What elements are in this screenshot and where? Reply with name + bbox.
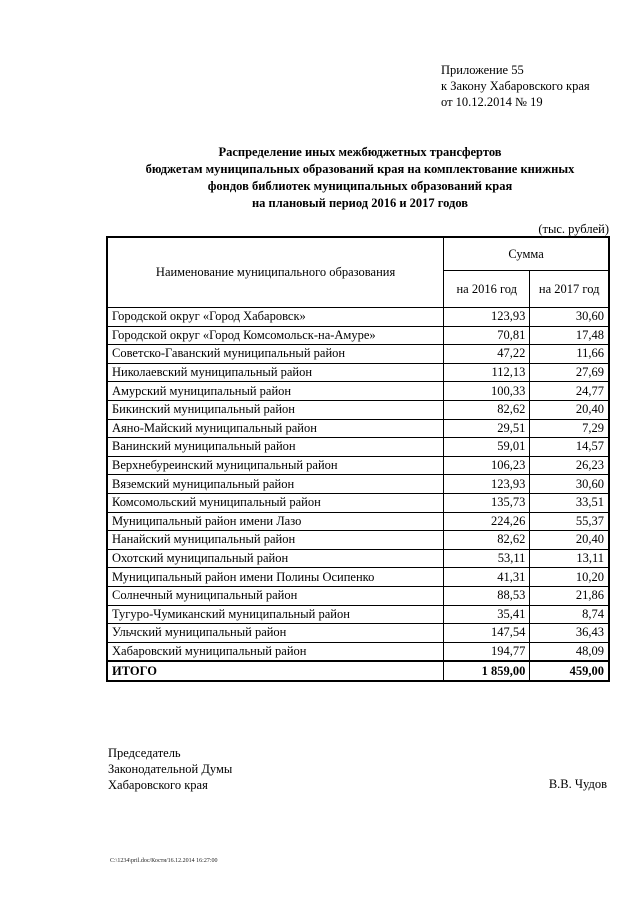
row-name: Вяземский муниципальный район bbox=[107, 475, 444, 494]
row-name: Ванинский муниципальный район bbox=[107, 438, 444, 457]
table-row bbox=[107, 475, 609, 494]
table-row bbox=[107, 438, 609, 457]
row-value-2016: 82,62 bbox=[444, 531, 530, 550]
header-sum: Сумма bbox=[444, 237, 609, 271]
table-row bbox=[107, 456, 609, 475]
title-line-3: фондов библиотек муниципальных образований края bbox=[207, 179, 513, 193]
table-row bbox=[107, 568, 609, 587]
appendix-number: Приложение 55 bbox=[441, 63, 524, 77]
row-value-2017: 11,66 bbox=[530, 345, 609, 364]
header-2016: на 2016 год bbox=[444, 271, 530, 308]
row-value-2017: 33,51 bbox=[530, 493, 609, 512]
row-value-2016: 112,13 bbox=[444, 363, 530, 382]
row-name: Амурский муниципальный район bbox=[107, 382, 444, 401]
row-value-2017: 26,23 bbox=[530, 456, 609, 475]
row-value-2016: 147,54 bbox=[444, 624, 530, 643]
table-row bbox=[107, 512, 609, 531]
table-row bbox=[107, 326, 609, 345]
row-value-2016: 82,62 bbox=[444, 400, 530, 419]
row-name: ИТОГО bbox=[107, 661, 444, 681]
row-value-2017: 17,48 bbox=[530, 326, 609, 345]
table-row bbox=[107, 624, 609, 643]
header-name: Наименование муниципального образования bbox=[107, 237, 444, 308]
row-name: Охотский муниципальный район bbox=[107, 549, 444, 568]
row-value-2016: 88,53 bbox=[444, 586, 530, 605]
row-name: Николаевский муниципальный район bbox=[107, 363, 444, 382]
row-name: Ульчский муниципальный район bbox=[107, 624, 444, 643]
row-name: Нанайский муниципальный район bbox=[107, 531, 444, 550]
signature-block bbox=[108, 745, 232, 793]
table-row bbox=[107, 586, 609, 605]
row-name: Хабаровский муниципальный район bbox=[107, 642, 444, 661]
row-value-2016: 41,31 bbox=[444, 568, 530, 587]
row-name: Верхнебуреинский муниципальный район bbox=[107, 456, 444, 475]
row-value-2016: 106,23 bbox=[444, 456, 530, 475]
row-value-2016: 47,22 bbox=[444, 345, 530, 364]
table-row bbox=[107, 382, 609, 401]
row-value-2017: 14,57 bbox=[530, 438, 609, 457]
row-name: Солнечный муниципальный район bbox=[107, 586, 444, 605]
table-row bbox=[107, 605, 609, 624]
row-value-2016: 53,11 bbox=[444, 549, 530, 568]
table-row bbox=[107, 642, 609, 661]
row-value-2017: 30,60 bbox=[530, 308, 609, 327]
title-line-4: на плановый период 2016 и 2017 годов bbox=[251, 196, 469, 210]
row-value-2017: 24,77 bbox=[530, 382, 609, 401]
row-name: Бикинский муниципальный район bbox=[107, 400, 444, 419]
table-row bbox=[107, 493, 609, 512]
row-value-2016: 100,33 bbox=[444, 382, 530, 401]
row-name: Муниципальный район имени Лазо bbox=[107, 512, 444, 531]
appendix-header bbox=[441, 62, 590, 110]
table-row bbox=[107, 419, 609, 438]
table-row bbox=[107, 549, 609, 568]
row-value-2016: 70,81 bbox=[444, 326, 530, 345]
row-name: Городской округ «Город Хабаровск» bbox=[107, 308, 444, 327]
row-value-2016: 1 859,00 bbox=[444, 661, 530, 681]
appendix-date: от 10.12.2014 № 19 bbox=[441, 95, 543, 109]
row-name: Городской округ «Город Комсомольск-на-Амуре» bbox=[107, 326, 444, 345]
file-path-footer: C:\1234\pril.doc/Костя/16.12.2014 16:27:00 bbox=[110, 858, 218, 864]
signature-position-3: Хабаровского края bbox=[108, 778, 208, 792]
row-value-2017: 27,69 bbox=[530, 363, 609, 382]
row-name: Советско-Гаванский муниципальный район bbox=[107, 345, 444, 364]
table-row bbox=[107, 531, 609, 550]
row-value-2017: 13,11 bbox=[530, 549, 609, 568]
row-value-2016: 29,51 bbox=[444, 419, 530, 438]
table-row bbox=[107, 363, 609, 382]
document-title bbox=[100, 144, 620, 212]
appendix-law: к Закону Хабаровского края bbox=[441, 79, 590, 93]
header-2017: на 2017 год bbox=[530, 271, 609, 308]
row-value-2017: 30,60 bbox=[530, 475, 609, 494]
row-value-2017: 459,00 bbox=[530, 661, 609, 681]
row-value-2017: 36,43 bbox=[530, 624, 609, 643]
signature-position-1: Председатель bbox=[108, 746, 181, 760]
row-value-2017: 20,40 bbox=[530, 531, 609, 550]
title-line-1: Распределение иных межбюджетных трансфертов bbox=[218, 145, 502, 159]
row-value-2017: 21,86 bbox=[530, 586, 609, 605]
units-label: (тыс. рублей) bbox=[538, 222, 609, 236]
row-value-2017: 10,20 bbox=[530, 568, 609, 587]
row-value-2017: 8,74 bbox=[530, 605, 609, 624]
row-name: Тугуро-Чумиканский муниципальный район bbox=[107, 605, 444, 624]
row-value-2016: 123,93 bbox=[444, 475, 530, 494]
row-value-2017: 55,37 bbox=[530, 512, 609, 531]
row-name: Муниципальный район имени Полины Осипенко bbox=[107, 568, 444, 587]
table-row bbox=[107, 400, 609, 419]
total-row bbox=[107, 661, 609, 681]
transfers-table bbox=[106, 236, 610, 682]
signature-position-2: Законодательной Думы bbox=[108, 762, 233, 776]
signatory-name: В.В. Чудов bbox=[548, 777, 607, 791]
table-header-row bbox=[107, 237, 609, 271]
row-value-2017: 20,40 bbox=[530, 400, 609, 419]
title-line-2: бюджетам муниципальных образований края на комплектование книжных bbox=[145, 162, 575, 176]
row-value-2016: 224,26 bbox=[444, 512, 530, 531]
table-row bbox=[107, 308, 609, 327]
row-value-2016: 123,93 bbox=[444, 308, 530, 327]
row-value-2016: 135,73 bbox=[444, 493, 530, 512]
row-name: Аяно-Майский муниципальный район bbox=[107, 419, 444, 438]
row-value-2016: 59,01 bbox=[444, 438, 530, 457]
table-row bbox=[107, 345, 609, 364]
row-value-2017: 7,29 bbox=[530, 419, 609, 438]
row-name: Комсомольский муниципальный район bbox=[107, 493, 444, 512]
row-value-2016: 194,77 bbox=[444, 642, 530, 661]
row-value-2016: 35,41 bbox=[444, 605, 530, 624]
row-value-2017: 48,09 bbox=[530, 642, 609, 661]
